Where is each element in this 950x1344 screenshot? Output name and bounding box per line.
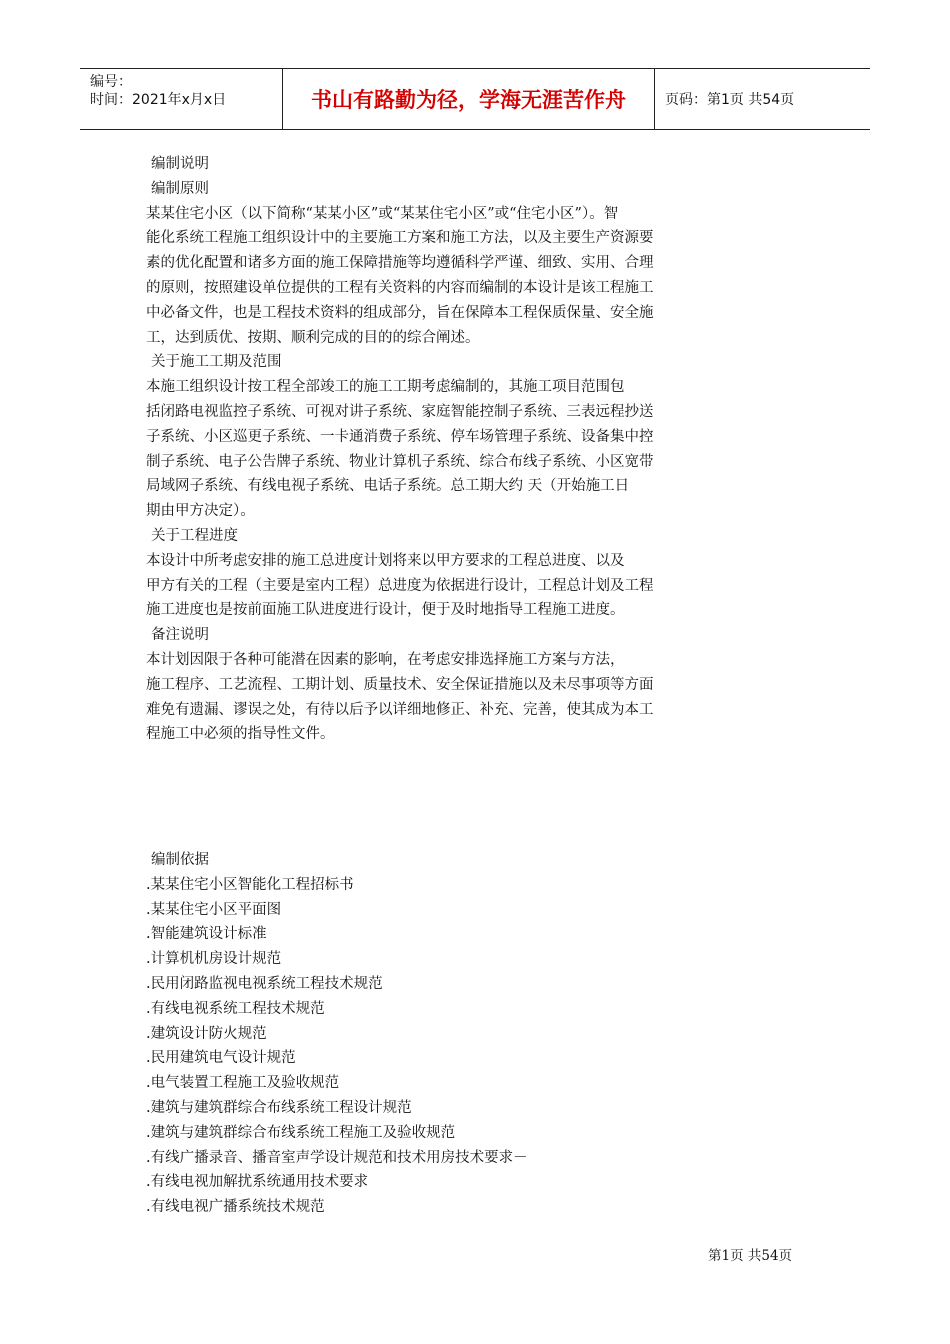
paragraph-line: 期由甲方决定）。 xyxy=(146,503,255,520)
reference-item: .计算机机房设计规范 xyxy=(146,951,282,968)
section-heading: 编制原则 xyxy=(151,180,209,197)
reference-item: .建筑与建筑群综合布线系统工程设计规范 xyxy=(146,1099,412,1116)
header-page-info: 页码：第1页 共54页 xyxy=(665,92,795,108)
reference-heading: 编制依据 xyxy=(151,852,209,868)
document-header xyxy=(80,68,870,130)
paragraph-line: 子系统、小区巡更子系统、一卡通消费子系统、停车场管理子系统、设备集中控 xyxy=(146,428,654,445)
paragraph-line: 局域网子系统、有线电视子系统、电话子系统。总工期大约 天（开始施工日 xyxy=(146,478,630,495)
reference-item: .有线电视系统工程技术规范 xyxy=(146,1000,325,1017)
paragraph-line: 本设计中所考虑安排的施工总进度计划将来以甲方要求的工程总进度、以及 xyxy=(146,552,625,569)
section-heading: 编制说明 xyxy=(151,156,209,172)
header-meta xyxy=(80,69,282,129)
time-label: 时间：2021年x月x日 xyxy=(90,92,227,108)
paragraph-line: 制子系统、电子公告牌子系统、物业计算机子系统、综合布线子系统、小区宽带 xyxy=(146,453,654,470)
reference-item: .有线电视广播系统技术规范 xyxy=(146,1199,325,1216)
paragraph-line: 施工程序、工艺流程、工期计划、质量技术、安全保证措施以及未尽事项等方面 xyxy=(146,676,654,693)
paragraph-line: 难免有遗漏、谬误之处，有待以后予以详细地修正、补充、完善，使其成为本工 xyxy=(146,701,654,718)
paragraph-line: 能化系统工程施工组织设计中的主要施工方案和施工方法，以及主要生产资源要 xyxy=(146,230,654,247)
header-motto: 书山有路勤为径，学海无涯苦作舟 xyxy=(311,88,626,112)
reference-list xyxy=(146,848,786,1220)
paragraph-line: 的原则，按照建设单位提供的工程有关资料的内容而编制的本设计是该工程施工 xyxy=(146,279,654,296)
paragraph-line: 中必备文件，也是工程技术资料的组成部分，旨在保障本工程保质保量、安全施 xyxy=(146,304,654,321)
reference-item: .某某住宅小区平面图 xyxy=(146,901,282,918)
reference-item: .民用闭路监视电视系统工程技术规范 xyxy=(146,975,383,992)
reference-item: .建筑设计防火规范 xyxy=(146,1025,267,1042)
paragraph-line: 甲方有关的工程（主要是室内工程）总进度为依据进行设计，工程总计划及工程 xyxy=(146,577,654,594)
paragraph-line: 工，达到质优、按期、顺利完成的目的的综合阐述。 xyxy=(146,329,480,346)
paragraph-line: 程施工中必须的指导性文件。 xyxy=(146,726,335,743)
document-body xyxy=(146,152,786,747)
paragraph-line: 本计划因限于各种可能潜在因素的影响，在考虑安排选择施工方案与方法， xyxy=(146,651,625,668)
paragraph-line: 施工进度也是按前面施工队进度进行设计，便于及时地指导工程施工进度。 xyxy=(146,602,625,619)
page-footer: 第1页 共54页 xyxy=(708,1248,793,1264)
section-heading: 备注说明 xyxy=(151,627,209,644)
number-label: 编号： xyxy=(90,74,132,90)
reference-item: .智能建筑设计标准 xyxy=(146,926,267,943)
reference-item: .民用建筑电气设计规范 xyxy=(146,1050,296,1067)
section-heading: 关于施工工期及范围 xyxy=(151,354,282,371)
reference-item: .有线广播录音、播音室声学设计规范和技术用房技术要求－ xyxy=(146,1149,528,1166)
paragraph-line: 素的优化配置和诸多方面的施工保障措施等均遵循科学严谨、细致、实用、合理 xyxy=(146,255,654,272)
paragraph-line: 本施工组织设计按工程全部竣工的施工工期考虑编制的，其施工项目范围包 xyxy=(146,379,625,396)
reference-item: .电气装置工程施工及验收规范 xyxy=(146,1075,340,1092)
reference-item: .某某住宅小区智能化工程招标书 xyxy=(146,876,354,893)
reference-item: .有线电视加解扰系统通用技术要求 xyxy=(146,1174,369,1191)
section-heading: 关于工程进度 xyxy=(151,527,238,544)
paragraph-line: 括闭路电视监控子系统、可视对讲子系统、家庭智能控制子系统、三表远程抄送 xyxy=(146,403,654,420)
reference-item: .建筑与建筑群综合布线系统工程施工及验收规范 xyxy=(146,1124,456,1141)
paragraph-line: 某某住宅小区（以下简称“某某小区”或“某某住宅小区”或“住宅小区”）。智 xyxy=(146,205,619,222)
